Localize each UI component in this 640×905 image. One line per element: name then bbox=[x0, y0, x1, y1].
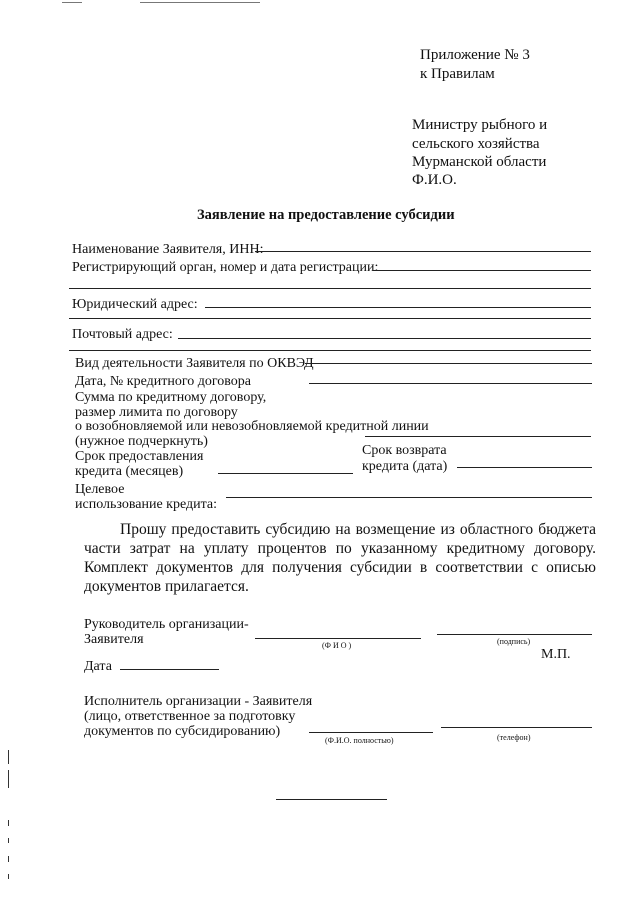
credit-sum-line bbox=[365, 436, 591, 437]
head-label-2: Заявителя bbox=[84, 632, 144, 647]
executor-phone-caption: (телефон) bbox=[497, 733, 531, 742]
legal-address-label: Юридический адрес: bbox=[72, 297, 198, 312]
purpose-label-2: использование кредита: bbox=[75, 497, 218, 512]
document-title: Заявление на предоставление субсидии bbox=[197, 207, 455, 223]
head-label-1: Руководитель организации- bbox=[84, 617, 249, 632]
executor-line-2: (лицо, ответственное за подготовку bbox=[84, 709, 296, 724]
term-label-1: Срок предоставления bbox=[75, 449, 204, 464]
credit-contract-line bbox=[309, 383, 592, 384]
postal-address-line bbox=[178, 338, 591, 339]
stamp-mark: М.П. bbox=[541, 647, 571, 662]
executor-fio-line bbox=[309, 732, 433, 733]
term-line bbox=[218, 473, 353, 474]
credit-sum-line-4: (нужное подчеркнуть) bbox=[75, 434, 208, 449]
addressee-line-3: Мурманской области bbox=[412, 154, 547, 170]
executor-phone-line bbox=[441, 727, 592, 728]
scan-mark-6 bbox=[8, 874, 9, 879]
credit-contract-label: Дата, № кредитного договора bbox=[75, 374, 251, 389]
term-label-2: кредита (месяцев) bbox=[75, 464, 184, 479]
executor-line-1: Исполнитель организации - Заявителя bbox=[84, 694, 313, 709]
reg-authority-label: Регистрирующий орган, номер и дата регистрации: bbox=[72, 260, 379, 275]
legal-address-line-2 bbox=[69, 318, 591, 319]
purpose-label-1: Целевое bbox=[75, 482, 125, 497]
appendix-line-2: к Правилам bbox=[420, 66, 495, 82]
appendix-line-1: Приложение № 3 bbox=[420, 47, 530, 63]
head-fio-line bbox=[255, 638, 421, 639]
postal-address-label: Почтовый адрес: bbox=[72, 327, 173, 342]
reg-authority-line bbox=[373, 270, 591, 271]
executor-fio-caption: (Ф.И.О. полностью) bbox=[325, 736, 394, 745]
activity-line bbox=[305, 363, 592, 364]
date-line bbox=[120, 669, 219, 670]
applicant-name-line bbox=[255, 251, 591, 252]
scan-artifact-top-right bbox=[140, 2, 260, 3]
head-sign-caption: (подпись) bbox=[497, 637, 531, 646]
postal-address-line-2 bbox=[69, 350, 591, 351]
scan-mark-1 bbox=[8, 750, 9, 764]
scan-artifact-top-left bbox=[62, 2, 82, 3]
activity-label: Вид деятельности Заявителя по ОКВЭД bbox=[75, 356, 314, 371]
bottom-separator bbox=[276, 799, 387, 800]
credit-sum-line-1: Сумма по кредитному договору, bbox=[75, 390, 267, 405]
scan-mark-2 bbox=[8, 770, 9, 788]
addressee-line-4: Ф.И.О. bbox=[412, 172, 457, 188]
head-fio-caption: (Ф И О ) bbox=[322, 641, 352, 650]
addressee-line-2: сельского хозяйства bbox=[412, 136, 540, 152]
applicant-name-label: Наименование Заявителя, ИНН: bbox=[72, 242, 264, 257]
credit-sum-line-2: размер лимита по договору bbox=[75, 405, 238, 420]
purpose-line bbox=[226, 497, 592, 498]
legal-address-line bbox=[205, 307, 591, 308]
scan-mark-3 bbox=[8, 820, 9, 826]
scan-mark-4 bbox=[8, 838, 9, 843]
date-label: Дата bbox=[84, 659, 112, 674]
executor-line-3: документов по субсидированию) bbox=[84, 724, 281, 739]
reg-authority-line-2 bbox=[69, 288, 591, 289]
head-sign-line bbox=[437, 634, 592, 635]
return-line bbox=[457, 467, 592, 468]
return-label-2: кредита (дата) bbox=[362, 459, 448, 474]
credit-sum-line-3: о возобновляемой или невозобновляемой кредитной линии bbox=[75, 419, 429, 434]
scan-mark-5 bbox=[8, 856, 9, 862]
return-label-1: Срок возврата bbox=[362, 443, 447, 458]
addressee-line-1: Министру рыбного и bbox=[412, 117, 548, 133]
request-paragraph: Прошу предоставить субсидию на возмещение из областного бюджета части затрат на уплату процентов по указанному кредитному договору. Комплект документов для получения субсидии в соответствии с описью документов прилагается. bbox=[84, 521, 596, 595]
